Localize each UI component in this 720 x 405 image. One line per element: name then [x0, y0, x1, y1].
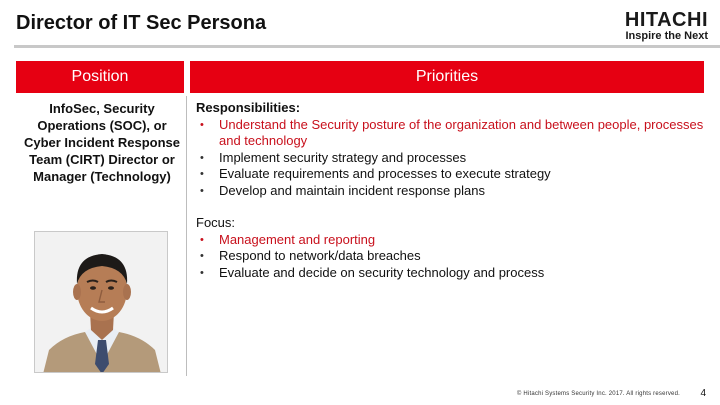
position-header: Position [16, 61, 184, 93]
persona-photo [34, 231, 168, 373]
responsibility-item: • Evaluate requirements and processes to execute strategy [196, 166, 706, 183]
priorities-content [196, 100, 706, 281]
focus-item: • Evaluate and decide on security technology and process [196, 265, 706, 282]
position-description: InfoSec, Security Operations (SOC), or Cyber Incident Response Team (CIRT) Director or Manager (Technology) [23, 101, 181, 184]
persona-portrait-image [35, 232, 168, 373]
focus-item: • Respond to network/data breaches [196, 248, 706, 265]
copyright-footer: © Hitachi Systems Security Inc. 2017. All rights reserved. [516, 391, 680, 397]
hitachi-logo [625, 10, 708, 43]
focus-list [196, 232, 706, 282]
responsibility-item: • Develop and maintain incident response plans [196, 183, 706, 200]
column-divider [186, 96, 187, 376]
focus-item: • Management and reporting [196, 232, 706, 249]
responsibilities-title: Responsibilities: [196, 100, 301, 115]
logo-tagline: Inspire the Next [625, 30, 708, 42]
focus-title: Focus: [196, 215, 236, 230]
slide-title: Director of IT Sec Persona [16, 12, 267, 34]
title-divider [14, 45, 720, 48]
priorities-header: Priorities [190, 61, 704, 93]
responsibility-item: • Implement security strategy and processes [196, 150, 706, 167]
logo-brand: HITACHI [624, 9, 708, 31]
responsibilities-list [196, 117, 706, 200]
responsibility-item: • Understand the Security posture of the organization and between people, processes and technology [196, 117, 706, 150]
page-number: 4 [700, 388, 706, 399]
